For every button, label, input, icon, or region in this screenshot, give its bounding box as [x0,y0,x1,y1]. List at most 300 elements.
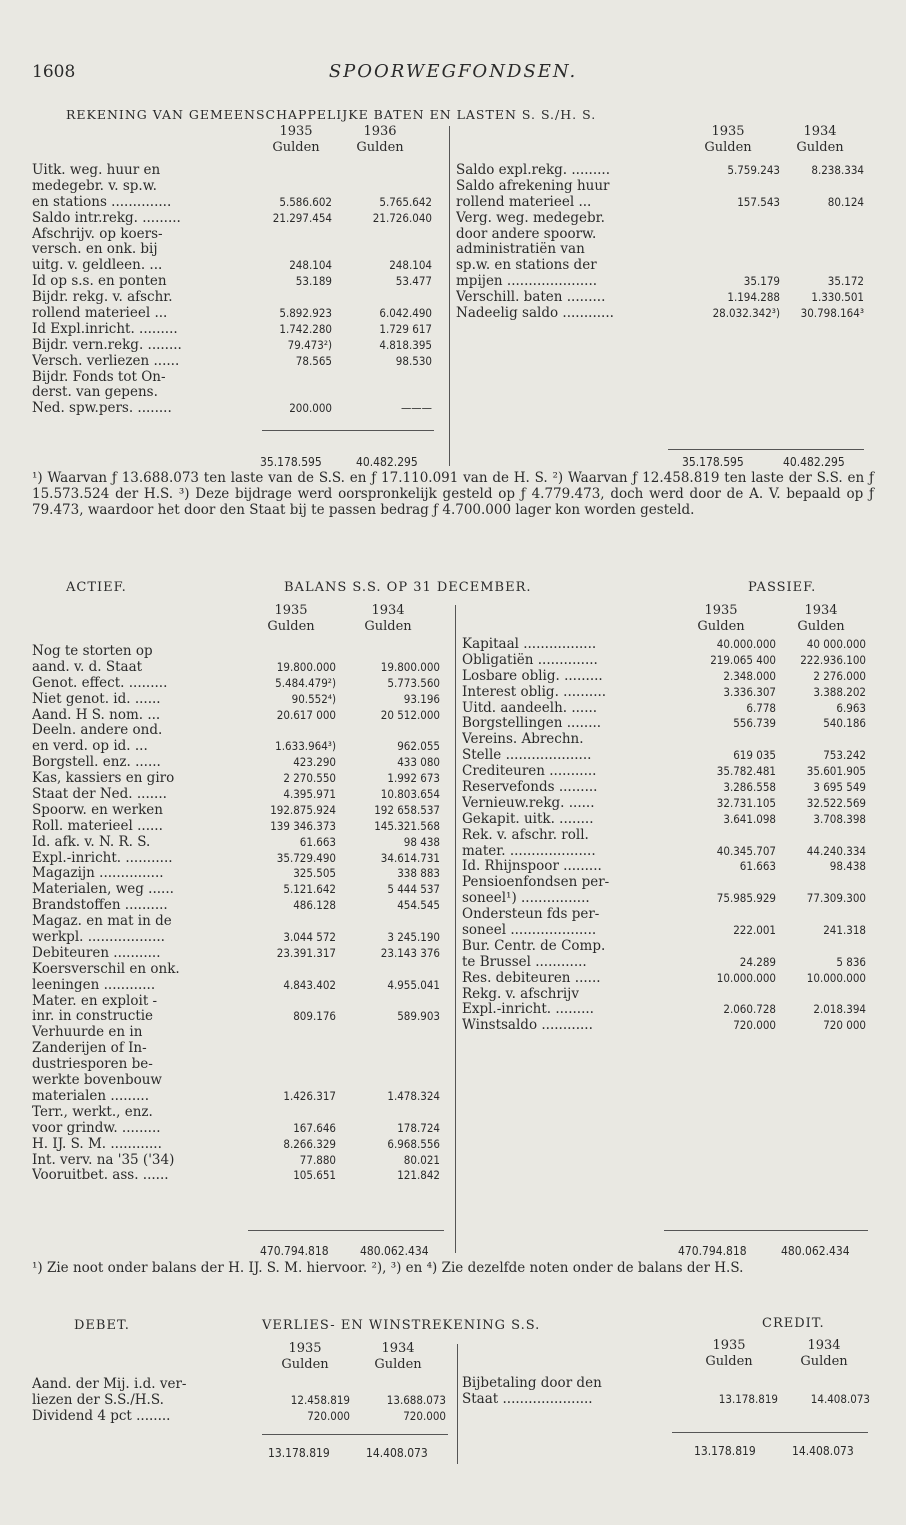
value-year-2: 5.773.560 [387,675,440,690]
ledger-row [456,290,864,306]
ledger-row [456,258,864,274]
ledger-row [32,290,432,306]
year-label: 1934 [381,1341,415,1356]
ledger-row [462,891,866,907]
value-year-1: 248.104 [289,258,332,273]
credit-heading: CREDIT. [762,1316,825,1331]
row-label: Borgstell. enz. ...... [32,755,161,771]
ledger-row [32,946,440,962]
value-year-1: 139 346.373 [270,818,336,833]
row-label: Aand. H S. nom. ... [32,707,161,723]
value-year-1 [260,1377,350,1393]
value-year-1 [680,242,780,258]
value-year-1: 12.458.819 [290,1392,350,1407]
total-rule [248,1230,444,1231]
value-year-2: 4.955.041 [387,977,440,992]
value-year-2: 34.614.731 [380,850,440,865]
value-year-2 [780,242,864,258]
value-year-2: 3 245.190 [387,930,440,945]
balans-total-left-1934: 480.062.434 [360,1244,429,1258]
value-year-1: 423.290 [293,755,336,770]
row-label: Obligatiën .............. [462,652,598,668]
ledger-row [32,163,432,179]
value-year-2 [350,1377,446,1393]
value-year-2: ——— [400,401,432,416]
row-label: Expl.-inricht. ........... [32,850,173,866]
ledger-row [462,653,866,669]
value-year-1: 720.000 [307,1408,350,1423]
running-head: SPOORWEGFONDSEN. [328,61,578,82]
total-rule [262,430,434,431]
row-label: Nog te storten op [32,644,153,659]
value-year-1 [264,179,332,195]
balans-total-right-1934: 480.062.434 [781,1244,850,1258]
value-year-1: 5.759.243 [727,163,780,177]
value-year-2: 338 883 [397,866,440,881]
ledger-row [32,771,440,787]
ledger-row [456,179,864,195]
value-year-1: 13.178.819 [718,1391,778,1406]
value-year-2 [336,1073,440,1089]
value-year-2: 98.438 [829,859,866,874]
row-label: Terr., werkt., enz. [32,1104,153,1120]
value-year-2 [776,828,866,844]
row-label: Niet genot. id. ...... [32,691,161,707]
row-label: Stelle .................... [462,748,592,764]
value-year-1 [666,732,776,748]
row-label: Materialen, weg ...... [32,882,174,898]
value-year-2 [776,939,866,955]
unit-label: Gulden [272,139,320,155]
value-year-1: 486.128 [293,898,336,913]
ledger-row [32,1089,440,1105]
unit-label: Gulden [281,1356,329,1372]
value-year-1: 192.875.924 [270,802,336,817]
value-year-2: 3.708.398 [813,811,866,826]
value-year-1 [246,994,336,1010]
ledger-row [32,1393,446,1409]
row-label: door andere spoorw. [456,226,597,242]
value-year-2 [336,1041,440,1057]
value-year-1: 556.739 [733,716,776,731]
total-rule [672,1432,868,1433]
ledger-row [456,242,864,258]
ledger-row [32,676,440,692]
value-year-1: 23.391.317 [276,945,336,960]
ledger-row [462,669,866,685]
balans-title: BALANS S.S. OP 31 DECEMBER. [284,580,532,595]
ledger-row [32,1377,446,1393]
value-year-2 [780,227,864,243]
row-label: mater. .................... [462,843,596,859]
total-rule [262,1434,448,1435]
value-year-1 [264,242,332,258]
value-year-1: 619 035 [733,748,776,763]
row-label: Id. Rhijnspoor ......... [462,859,602,875]
value-year-2: 720.000 [403,1408,446,1423]
balans-footnote: ¹) Zie noot onder balans der H. IJ. S. M. hiervoor. ²), ³) en ⁴) Zie dezelfde noten onder de balans der H.S. [32,1260,744,1276]
rekening-right-rows [456,163,864,322]
balans-right-header [462,603,866,635]
ledger-row [32,755,440,771]
value-year-1 [264,227,332,243]
ledger-row [32,708,440,724]
row-label: Kapitaal ................. [462,637,597,652]
value-year-2: 40 000.000 [806,637,866,651]
row-label: Crediteuren ........... [462,764,597,780]
value-year-1 [680,258,780,274]
ledger-row [32,322,432,338]
ledger-row [32,1409,446,1425]
unit-label: Gulden [796,139,844,155]
ledger-row [462,971,866,987]
ledger-row [462,907,866,923]
value-year-1: 1.633.964³) [275,739,336,754]
ledger-row [32,227,432,243]
value-year-2: 720 000 [823,1018,866,1033]
row-label: Mater. en exploit - [32,993,158,1009]
value-year-1 [246,1025,336,1041]
value-year-2 [778,1376,870,1392]
ledger-row [32,1009,440,1025]
value-year-2 [332,242,432,258]
value-year-2: 35.172 [827,274,864,289]
value-year-2: 962.055 [397,739,440,754]
row-label: werkpl. .................. [32,930,165,946]
ledger-row [32,179,432,195]
value-year-1: 3.286.558 [723,780,776,795]
row-label: soneel .................... [462,923,597,939]
value-year-1: 1.426.317 [283,1088,336,1103]
row-label: Id Expl.inricht. ......... [32,321,178,337]
value-year-2: 4.818.395 [379,337,432,352]
winst-total-right-1935: 13.178.819 [694,1444,756,1458]
value-year-2: 19.800.000 [380,659,440,674]
value-year-2: 93.196 [403,691,440,706]
value-year-2 [336,914,440,930]
ledger-row [462,685,866,701]
rekening-total-right-1934: 40.482.295 [783,455,845,469]
ledger-row [32,978,440,994]
row-label: werkte bovenbouw [32,1073,162,1089]
ledger-row [32,994,440,1010]
value-year-2 [776,987,866,1003]
row-label: Dividend 4 pct ........ [32,1408,171,1424]
value-year-2: 80.124 [827,194,864,209]
winst-right-header [462,1338,870,1370]
value-year-1: 167.646 [293,1120,336,1135]
row-label: H. IJ. S. M. ............ [32,1136,162,1152]
value-year-2: 121.842 [397,1168,440,1183]
winst-debet-rows [32,1377,446,1425]
winst-left-header [32,1341,446,1373]
value-year-1: 10.000.000 [716,970,776,985]
ledger-row [462,1018,866,1034]
winst-title: VERLIES- EN WINSTREKENING S.S. [262,1318,541,1333]
ledger-row [462,923,866,939]
ledger-row [32,930,440,946]
value-year-1: 3.336.307 [723,684,776,699]
debet-heading: DEBET. [74,1318,130,1333]
column-divider [449,126,450,466]
value-year-1: 3.641.098 [723,811,776,826]
ledger-row [462,828,866,844]
value-year-2: 6.968.556 [387,1136,440,1151]
row-label: Verschill. baten ......... [456,290,606,306]
value-year-1 [246,914,336,930]
value-year-1: 105.651 [293,1168,336,1183]
row-label: liezen der S.S./H.S. [32,1392,164,1408]
value-year-1: 1.194.288 [727,290,780,305]
row-label: Staat ..................... [462,1391,593,1407]
row-label: sp.w. en stations der [456,258,597,274]
year-label: 1934 [803,124,837,139]
ledger-row [462,844,866,860]
year-label: 1936 [363,124,397,139]
ledger-row [32,914,440,930]
row-label: Losbare oblig. ......... [462,668,603,684]
row-label: versch. en onk. bij [32,242,158,258]
rekening-total-left-1935: 35.178.595 [260,455,322,469]
ledger-row [462,732,866,748]
value-year-2: 13.688.073 [386,1392,446,1407]
row-label: Bur. Centr. de Comp. [462,938,606,954]
ledger-row [32,306,432,322]
ledger-row [32,835,440,851]
value-year-2: 454.545 [397,898,440,913]
ledger-row [462,780,866,796]
value-year-1: 8.266.329 [283,1136,336,1151]
value-year-2 [776,875,866,891]
ledger-row [32,1121,440,1137]
unit-label: Gulden [704,139,752,155]
value-year-2: 8.238.334 [811,163,864,177]
value-year-2: 10.000.000 [806,970,866,985]
value-year-2: 248.104 [389,258,432,273]
value-year-2: 14.408.073 [810,1391,870,1406]
ledger-row [456,274,864,290]
value-year-1: 3.044 572 [283,930,336,945]
value-year-1: 21.297.454 [272,210,332,225]
ledger-row [32,1041,440,1057]
value-year-2 [780,179,864,195]
ledger-row [32,898,440,914]
value-year-2: 241.318 [823,923,866,938]
value-year-2 [780,211,864,227]
ledger-row [462,637,866,653]
unit-label: Gulden [356,139,404,155]
ledger-row [32,660,440,676]
value-year-1 [246,1073,336,1089]
rekening-total-right-1935: 35.178.595 [682,455,744,469]
value-year-2: 30.798.164³ [800,306,864,321]
value-year-1: 78.565 [295,353,332,368]
value-year-1: 53.189 [295,274,332,289]
value-year-1: 5.892.923 [279,306,332,321]
ledger-row [32,1057,440,1073]
value-year-2: 44.240.334 [806,843,866,858]
row-label: Id op s.s. en ponten [32,274,167,290]
ledger-row [462,812,866,828]
ledger-row [32,258,432,274]
value-year-2: 753.242 [823,748,866,763]
year-label: 1935 [704,603,738,618]
ledger-row [32,723,440,739]
value-year-2 [780,258,864,274]
year-label: 1934 [804,603,838,618]
ledger-row [32,1025,440,1041]
rekening-title: REKENING VAN GEMEENSCHAPPELIJKE BATEN EN LASTEN S. S./H. S. [66,107,597,122]
ledger-row [456,211,864,227]
value-year-2: 35.601.905 [806,764,866,779]
row-label: Rek. v. afschr. roll. [462,827,589,843]
value-year-1: 19.800.000 [276,659,336,674]
ledger-row [32,195,432,211]
row-label: Expl.-inricht. ......... [462,1002,594,1018]
year-label: 1934 [371,603,405,618]
row-label: Saldo expl.rekg. ......... [456,163,610,178]
row-label: Id. afk. v. N. R. S. [32,834,151,850]
value-year-1 [666,828,776,844]
value-year-2 [336,1025,440,1041]
row-label: Vooruitbet. ass. ...... [32,1168,169,1184]
value-year-1: 61.663 [739,859,776,874]
value-year-1: 809.176 [293,1009,336,1024]
row-label: dustriesporen be- [32,1057,153,1073]
row-label: Nadeelig saldo ............ [456,306,614,322]
actief-heading: ACTIEF. [66,580,127,595]
value-year-2: 98.530 [395,353,432,368]
value-year-1: 2 270.550 [283,771,336,786]
row-label: Debiteuren ........... [32,945,161,961]
ledger-row [32,354,432,370]
ledger-row [462,987,866,1003]
value-year-1 [264,163,332,179]
value-year-2: 2.018.394 [813,1002,866,1017]
value-year-2 [336,723,440,739]
unit-label: Gulden [800,1353,848,1369]
row-label: aand. v. d. Staat [32,659,143,675]
row-label: Borgstellingen ........ [462,716,602,732]
ledger-row [32,1105,440,1121]
value-year-1: 4.843.402 [283,977,336,992]
value-year-1 [680,179,780,195]
value-year-2: 6.963 [836,700,866,715]
value-year-2: 1.478.324 [387,1088,440,1103]
value-year-2: 6.042.490 [379,306,432,321]
value-year-1: 20.617 000 [276,707,336,722]
value-year-2: 80.021 [403,1152,440,1167]
row-label: inr. in constructie [32,1009,154,1025]
ledger-row [32,644,440,660]
ledger-row [32,1168,440,1184]
value-year-2 [336,962,440,978]
balans-total-left-1935: 470.794.818 [260,1244,329,1258]
value-year-1: 35.179 [743,274,780,289]
ledger-row [462,1376,870,1392]
value-year-1: 5.484.479²) [275,675,336,690]
row-label: Ned. spw.pers. ........ [32,401,172,417]
ledger-row [462,939,866,955]
value-year-2 [336,1057,440,1073]
value-year-1 [680,1376,778,1392]
unit-label: Gulden [374,1356,422,1372]
ledger-row [32,1073,440,1089]
value-year-1 [666,939,776,955]
row-label: en stations .............. [32,194,172,210]
row-label: Afschrijv. op koers- [32,226,163,242]
value-year-1 [246,1105,336,1121]
value-year-1: 75.985.929 [716,891,776,906]
total-rule [668,449,864,450]
value-year-2: 3.388.202 [813,684,866,699]
year-label: 1934 [807,1338,841,1353]
year-label: 1935 [712,1338,746,1353]
value-year-1: 2.060.728 [723,1002,776,1017]
row-label: leeningen ............ [32,977,156,993]
column-divider [457,1344,458,1464]
value-year-1: 1.742.280 [279,321,332,336]
page-number: 1608 [32,62,76,82]
value-year-1: 6.778 [746,700,776,715]
column-divider [455,605,456,1253]
value-year-1 [246,1057,336,1073]
value-year-2: 53.477 [395,274,432,289]
row-label: medegebr. v. sp.w. [32,178,157,194]
value-year-2: 98 438 [403,834,440,849]
value-year-1: 2.348.000 [723,668,776,683]
ledger-row [462,716,866,732]
value-year-2 [332,370,432,386]
value-year-2: 589.903 [397,1009,440,1024]
row-label: voor grindw. ......... [32,1120,161,1136]
value-year-2 [332,385,432,401]
value-year-1: 219.065 400 [710,652,776,667]
value-year-2: 32.522.569 [806,795,866,810]
row-label: Genot. effect. ......... [32,675,168,691]
value-year-2: 1.729 617 [379,321,432,336]
value-year-1 [666,875,776,891]
row-label: Saldo intr.rekg. ......... [32,210,181,226]
row-label: Magazijn ............... [32,866,164,882]
rekening-footnote: ¹) Waarvan ƒ 13.688.073 ten laste van de S.S. en ƒ 17.110.091 van de H. S. ²) Waarvan ƒ 12.458.819 ten laste der S.S. en ƒ 15.573.524 der H.S. ³) Deze bijdrage werd oorspronkelijk gesteld op ƒ 4.779.473, doch werd door de A. V. bepaald op ƒ 79.473, waardoor het door den Staat bij te passen bedrag ƒ 4.700.000 lager kon worden gesteld. [32,470,874,518]
value-year-2 [332,179,432,195]
value-year-1: 5.121.642 [283,882,336,897]
value-year-2: 5.765.642 [379,194,432,209]
value-year-2 [776,732,866,748]
row-label: Rekg. v. afschrijv [462,986,579,1002]
row-label: uitg. v. geldleen. ... [32,258,163,274]
row-label: Bijdr. rekg. v. afschr. [32,290,173,306]
value-year-1 [680,211,780,227]
ledger-row [32,1153,440,1169]
value-year-1 [264,385,332,401]
row-label: te Brussel ............ [462,954,587,970]
value-year-1 [264,370,332,386]
row-label: materialen ......... [32,1088,149,1104]
value-year-2: 222.936.100 [800,652,866,667]
row-label: Ondersteun fds per- [462,907,600,923]
ledger-row [462,1002,866,1018]
value-year-2: 3 695 549 [813,780,866,795]
value-year-2: 192 658.537 [374,802,440,817]
value-year-1 [246,644,336,660]
value-year-2: 540.186 [823,716,866,731]
year-label: 1935 [288,1341,322,1356]
ledger-row [456,306,864,322]
row-label: Res. debiteuren ...... [462,970,601,986]
year-label: 1935 [274,603,308,618]
